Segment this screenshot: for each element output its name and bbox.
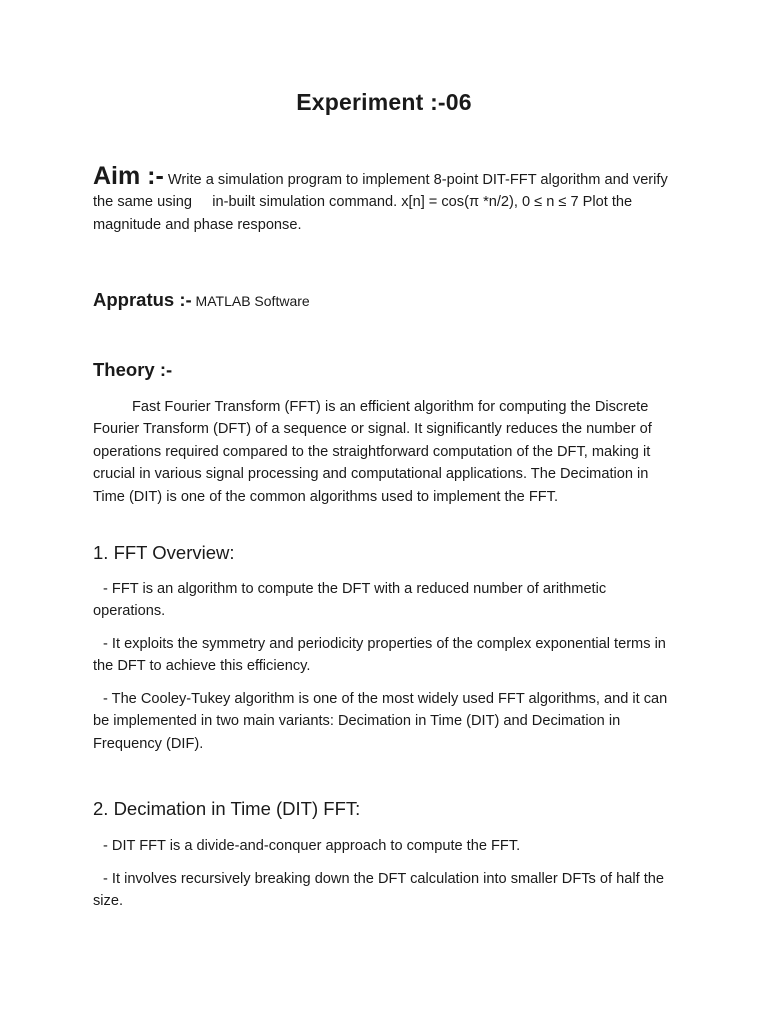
aim-paragraph [93, 162, 673, 236]
section-heading-dit-fft: 2. Decimation in Time (DIT) FFT: [93, 798, 361, 819]
aim-heading: Aim :- [93, 162, 164, 190]
apparatus-paragraph [93, 289, 673, 312]
theory-paragraph-block [93, 396, 673, 508]
page-title: Experiment :-06 [296, 89, 472, 115]
bullet-item: - The Cooley-Tukey algorithm is one of the most widely used FFT algorithms, and it can be implemented in two main variants: Decimation in Time (DIT) and Decimation in Frequency (DIF). [93, 691, 668, 752]
apparatus-heading: Appratus :- [93, 289, 192, 310]
bullet-item: - It exploits the symmetry and periodicity properties of the complex exponential terms in the DFT to achieve this efficiency. [93, 636, 666, 675]
theory-heading: Theory :- [93, 359, 173, 380]
apparatus-text: MATLAB Software [191, 293, 310, 309]
bullet-item: - FFT is an algorithm to compute the DFT with a reduced number of arithmetic operations. [93, 581, 607, 620]
aim-text: Write a simulation program to implement 8-point DIT-FFT algorithm and verify the same using in-built simulation command. x[n] = cos(π *n/2), 0 ≤ n ≤ 7 Plot the magnitude and phase response. [93, 172, 672, 233]
bullet-item: - DIT FFT is a divide-and-conquer approach to compute the FFT. [103, 838, 521, 854]
bullet-item: - It involves recursively breaking down the DFT calculation into smaller DFTs of half the size. [93, 871, 665, 910]
theory-paragraph: Fast Fourier Transform (FFT) is an efficient algorithm for computing the Discrete Fourier Transform (DFT) of a sequence or signal. It significantly reduces the number of operations required compared to the straightforward computation of the DFT, making it crucial in various signal processing and computational applications. The Decimation in Time (DIT) is one of the common algorithms used to implement the FFT. [93, 399, 652, 505]
section-heading-fft-overview: 1. FFT Overview: [93, 542, 235, 563]
